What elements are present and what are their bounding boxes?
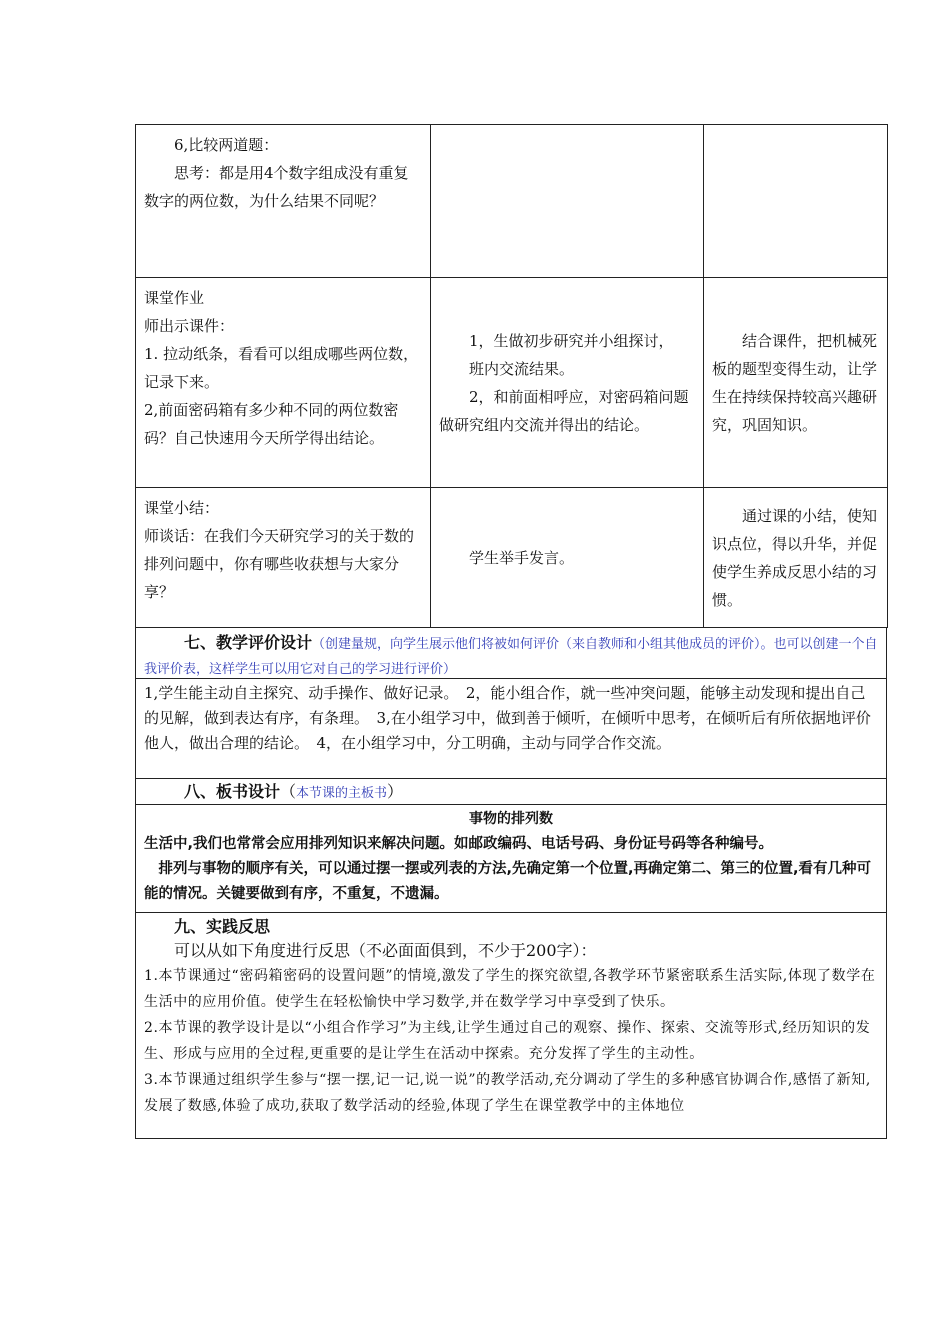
cell-text: 师谈话：在我们今天研究学习的关于数的排列问题中，你有哪些收获想与大家分享？ [144, 527, 415, 601]
cell-text: 课堂小结： [144, 499, 220, 517]
section-title: 七、教学评价设计 [184, 633, 313, 652]
reflection-block [135, 913, 887, 1139]
board-header [135, 779, 887, 805]
evaluation-text: 1,学生能主动自主探究、动手操作、做好记录。 2，能小组合作，就一些冲突问题，能够主动发现和提出自己的见解，做到表达有序，有条理。 3,在小组学习中，做到善于倾听，在倾听中思考，在倾听后有所依据地评价他人，做出合理的结论。 4，在小组学习中，分工明确，主动与同学合作交流。 [144, 684, 871, 752]
reflection-item: 3.本节课通过组织学生参与“摆一摆,记一记,说一说”的教学活动,充分调动了学生的多种感官协调合作,感悟了新知,发展了数感,体验了成功,获取了数学活动的经验,体现了学生在课堂教学中的主体地位 [144, 1072, 871, 1114]
cell-text: 思考：都是用4个数字组成没有重复数字的两位数，为什么结果不同呢？ [144, 164, 409, 210]
cell-text: 1，生做初步研究并小组探讨， [469, 331, 674, 350]
design-intent-cell [704, 488, 888, 628]
cell-text: 6,比较两道题： [174, 136, 279, 154]
section-title: 八、板书设计 [184, 782, 281, 801]
lesson-table-frame [135, 124, 887, 628]
note-close: ） [387, 782, 404, 801]
cell-text: 结合课件，把机械死板的题型变得生动，让学生在持续保持较高兴趣研究，巩固知识。 [712, 331, 878, 434]
table-row [136, 488, 888, 628]
table-row [136, 278, 888, 488]
teacher-activity-cell [136, 125, 431, 278]
teacher-activity-cell [136, 278, 431, 488]
section-title: 九、实践反思 [174, 917, 271, 936]
board-content [135, 805, 887, 913]
section-note: 本节课的主板书 [296, 786, 388, 801]
student-activity-cell [431, 488, 704, 628]
cell-text: 班内交流结果。 [469, 359, 575, 378]
reflection-intro: 可以从如下角度进行反思（不必面面俱到，不少于200字）： [174, 941, 597, 960]
student-activity-cell [431, 125, 704, 278]
board-line: 生活中,我们也常常会应用排列知识来解决问题。如邮政编码、电话号码、身份证号码等各种编号。 [144, 836, 774, 852]
table-row [136, 125, 888, 278]
reflection-item: 1.本节课通过“密码箱密码的设置问题”的情境,激发了学生的探究欲望,各教学环节紧密联系生活实际,体现了数学在生活中的应用价值。使学生在轻松愉快中学习数学,并在数学学习中享受到了快乐。 [144, 968, 876, 1010]
evaluation-header [135, 627, 887, 679]
cell-text: 2,前面密码箱有多少种不同的两位数密码？自己快速用今天所学得出结论。 [144, 401, 399, 447]
cell-text: 通过课的小结，使知识点位，得以升华，并促使学生养成反思小结的习惯。 [712, 506, 878, 609]
cell-text: 课堂作业 [144, 289, 205, 307]
note-open: （ [280, 782, 297, 801]
cell-text: 1. 拉动纸条，看看可以组成哪些两位数，记录下来。 [144, 345, 419, 391]
board-line: 排列与事物的顺序有关，可以通过摆一摆或列表的方法,先确定第一个位置,再确定第二、第三的位置,看有几种可能的情况。关键要做到有序，不重复，不遗漏。 [144, 861, 872, 902]
activity-table [135, 124, 888, 628]
cell-text: 2，和前面相呼应，对密码箱问题做研究组内交流并得出的结论。 [439, 387, 689, 434]
cell-text: 学生举手发言。 [469, 548, 575, 567]
teacher-activity-cell [136, 488, 431, 628]
design-intent-cell [704, 278, 888, 488]
board-title: 事物的排列数 [469, 811, 553, 827]
section-note: （创建量规，向学生展示他们将被如何评价（来自教师和小组其他成员的评价）。也可以创建一个自我评价表，这样学生可以用它对自己的学习进行评价） [144, 637, 878, 677]
reflection-item: 2.本节课的教学设计是以“小组合作学习”为主线,让学生通过自己的观察、操作、探索、交流等形式,经历知识的发生、形成与应用的全过程,更重要的是让学生在活动中探索。充分发挥了学生的主动性。 [144, 1020, 871, 1062]
evaluation-body [135, 679, 887, 779]
cell-text: 师出示课件： [144, 317, 235, 335]
student-activity-cell [431, 278, 704, 488]
design-intent-cell [704, 125, 888, 278]
